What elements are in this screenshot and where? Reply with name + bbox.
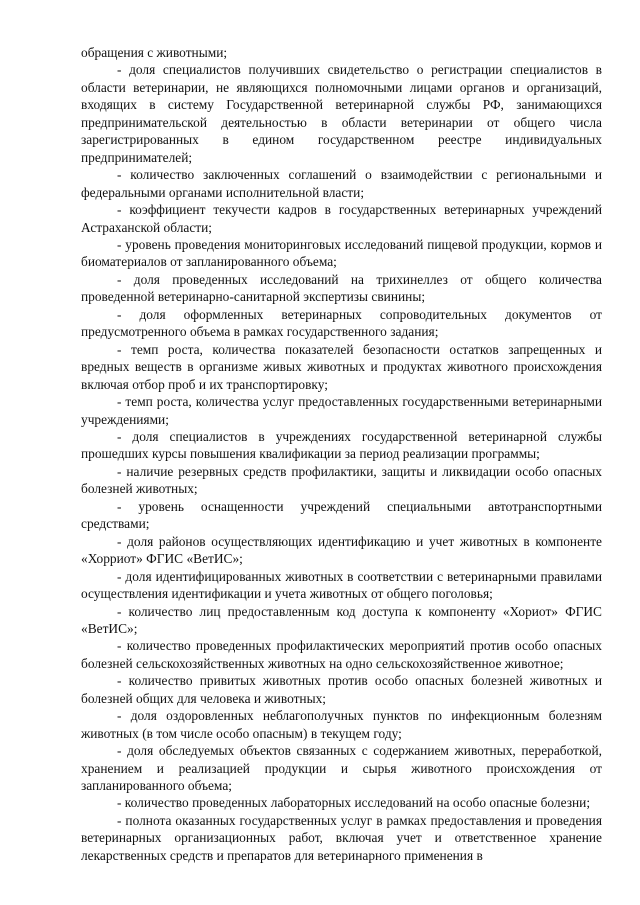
list-item-vaccinated-animals: - количество привитых животных против особо опасных болезней животных и болезней общих для человека и животных; xyxy=(81,673,602,706)
list-item-qualification-courses: - доля специалистов в учреждениях государственной ветеринарной службы прошедших курсы повышения квалификации за период реализации программы; xyxy=(81,428,602,462)
list-item-access-code: - количество лиц предоставленным код доступа к компоненту «Хориот» ФГИС «ВетИС»; xyxy=(81,603,602,636)
list-item-safety-indicators-growth: - темп роста, количества показателей безопасности остатков запрещенных и вредных веществ в организме живых животных и продуктах животного происхождения включая отбор проб и их транспортировку; xyxy=(81,341,602,392)
list-item-identified-animals: - доля идентифицированных животных в соответствии с ветеринарными правилами осуществления идентификации и учета животных от общего поголовья; xyxy=(81,568,602,602)
list-item-agreements: - количество заключенных соглашений о взаимодействии с региональными и федеральными органами исполнительной власти; xyxy=(81,167,602,200)
list-item-services-growth: - темп роста, количества услуг предоставленных государственными ветеринарными учреждениями; xyxy=(81,394,602,427)
list-item-districts-identification: - доля районов осуществляющих идентификацию и учет животных в компоненте «Хорриот» ФГИС «ВетИС»; xyxy=(81,533,602,567)
list-item-vehicle-equipment: - уровень оснащенности учреждений специальными автотранспортными средствами; xyxy=(81,498,602,532)
list-item-services-completeness: - полнота оказанных государственных услуг в рамках предоставления и проведения ветеринарных организационных работ, включая учет и ответственное хранение лекарственных средств и препаратов для ветеринарного применения в xyxy=(81,812,602,863)
list-item-inspected-objects: - доля обследуемых объектов связанных с содержанием животных, переработкой, хранением и реализацией продукции и сырья животного происхождения от запланированного объема; xyxy=(81,743,602,794)
list-item-monitoring-level: - уровень проведения мониторинговых исследований пищевой продукции, кормов и биоматериалов от запланированного объема; xyxy=(81,236,602,270)
list-item-trichinellosis: - доля проведенных исследований на трихинеллез от общего количества проведенной ветеринарно-санитарной экспертизы свинины; xyxy=(81,271,602,305)
list-item-vet-documents: - доля оформленных ветеринарных сопроводительных документов от предусмотренного объема в рамках государственного задания; xyxy=(81,306,602,340)
list-item-staff-turnover: - коэффициент текучести кадров в государственных ветеринарных учреждений Астраханской области; xyxy=(81,202,602,235)
list-item-preventive-measures: - количество проведенных профилактических мероприятий против особо опасных болезней сельскохозяйственных животных на одно сельскохозяйственное животное; xyxy=(81,638,602,671)
list-item-reserve-means: - наличие резервных средств профилактики, защиты и ликвидации особо опасных болезней животных; xyxy=(81,463,602,497)
document-page xyxy=(81,44,602,864)
list-item-lab-research: - количество проведенных лабораторных исследований на особо опасные болезни; xyxy=(117,795,591,811)
list-item-recovered-points: - доля оздоровленных неблагополучных пунктов по инфекционным болезням животных (в том числе особо опасным) в текущем году; xyxy=(81,708,602,741)
list-item-specialists-registration: - доля специалистов получивших свидетельство о регистрации специалистов в области ветеринарии, не являющихся полномочными лицами органов и организаций, входящих в систему Государственной ветеринарной службы РФ, занимающихся предпринимательской деятельностью в области ветеринарии от общего числа зарегистрированных в едином государственном реестре индивидуальных предпринимателей; xyxy=(81,62,602,165)
paragraph-1: обращения с животными; xyxy=(81,45,228,60)
